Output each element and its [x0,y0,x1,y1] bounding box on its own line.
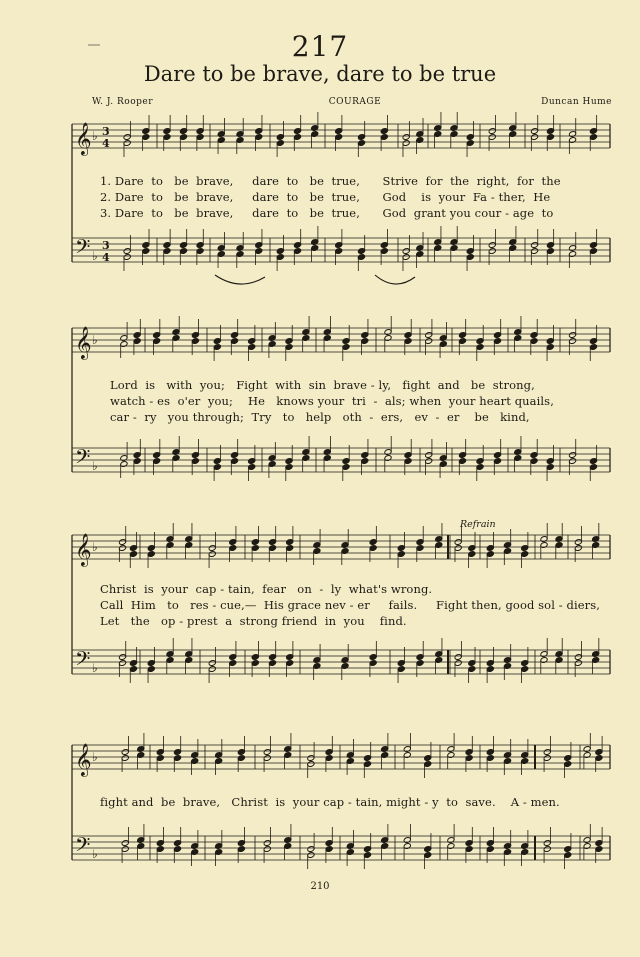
composer-credit: Duncan Hume [541,97,612,107]
bass-clef: 𝄢 [75,647,91,675]
lyric-line-1-1: 1. Dare to be brave, dare to be true, Strive for the right, for the [100,174,561,188]
lyric-line-1-2: 2. Dare to be brave, dare to be true, God is your Fa - ther, He [100,190,551,204]
bass-clef: 𝄢 [75,235,91,263]
flat-key-signature: ♭ [92,661,98,675]
flat-key-signature: ♭ [92,847,98,861]
slur [215,275,265,284]
lyric-line-3-1: Christ is your cap - tain, fear on - ly what's wrong. [100,582,433,596]
treble-clef: 𝄞 [75,533,92,566]
treble-clef: 𝄞 [75,743,92,776]
flat-key-signature: ♭ [92,129,98,143]
bass-clef: 𝄢 [75,833,91,861]
flat-key-signature: ♭ [92,750,98,764]
lyric-line-2-1: Lord is with you; Fight with sin brave - ly, fight and be strong, [110,378,535,392]
flat-key-signature: ♭ [92,333,98,347]
slur [375,275,415,284]
lyric-line-3-2: Call Him to res - cue,— His grace nev - er fails. Fight then, good sol - diers, [100,598,600,612]
lyric-line-2-2: watch - es o'er you; He knows your tri - als; when your heart quails, [110,394,554,408]
time-signature-top: 3 [102,125,110,138]
tune-name: COURAGE [328,97,382,107]
time-signature-top: 3 [102,239,110,252]
lyric-line-1-3: 3. Dare to be brave, dare to be true, God grant you cour - age to [100,206,554,220]
page-number: 210 [310,881,330,892]
flat-key-signature: ♭ [92,540,98,554]
refrain-label: Refrain [460,519,496,530]
time-signature-bottom: 4 [102,251,110,264]
lyric-line-2-3: car - ry you through; Try to help oth - ers, ev - er be kind, [110,410,530,424]
treble-clef: 𝄞 [75,122,92,155]
author-credit: W. J. Rooper [92,97,154,107]
lyric-line-4-1: fight and be brave, Christ is your cap - tain, might - y to save. A - men. [100,795,560,809]
bass-clef: 𝄢 [75,445,91,473]
lyric-line-3-3: Let the op - prest a strong friend in you find. [100,614,407,628]
hymn-title: Dare to be brave, dare to be true [143,62,497,86]
time-signature-bottom: 4 [102,137,110,150]
treble-clef: 𝄞 [75,326,92,359]
flat-key-signature: ♭ [92,249,98,263]
hymn-number: 217 [291,30,349,63]
flat-key-signature: ♭ [92,459,98,473]
